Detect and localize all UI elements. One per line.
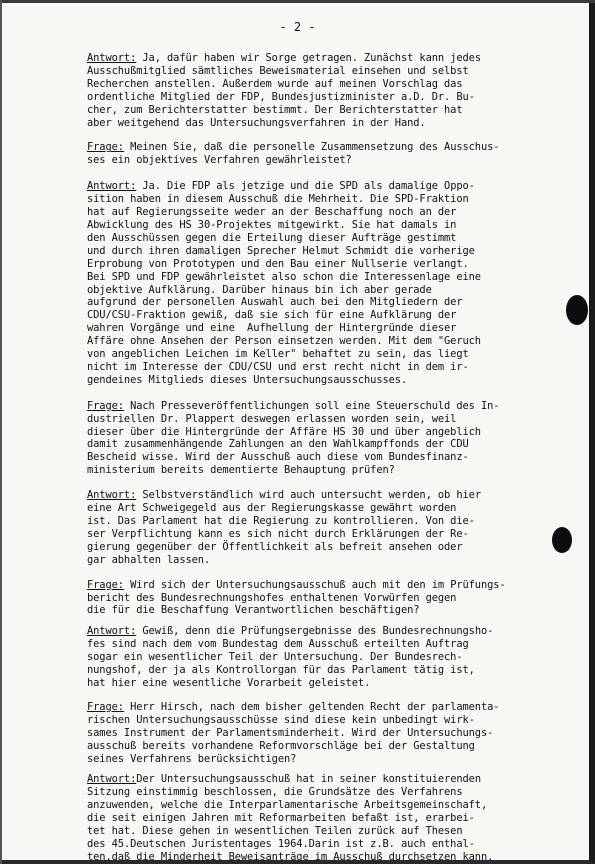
text-line: ten,daß die Minderheit Beweisanträge im Ausschuß durchsetzen kann. [87, 850, 494, 863]
text-line: ser Verpflichtung kann es sich nicht durch Erklärungen der Re- [87, 527, 469, 540]
answer-block [87, 180, 577, 387]
text-line: fes sind nach dem vom Bundestag dem Ausschuß erteilten Auftrag [87, 638, 469, 651]
text-line: Ausschußmitglied sämtliches Beweismaterial einsehen und selbst [87, 64, 469, 77]
text-line: Erprobung von Prototypen und den Bau einer Nullserie verlangt. [87, 257, 469, 270]
text-line: die für die Beschaffung Verantwortlichen beschäftigen? [87, 604, 420, 617]
text-line: ist. Das Parlament hat die Regierung zu kontrollieren. Von die- [87, 515, 475, 527]
text-line: rischen Untersuchungsausschüsse sind diese kein unbedingt wirk- [87, 713, 475, 726]
text-line: Antwort: Gewiß, denn die Prüfungsergebnisse des Bundesrechnungsho- [87, 625, 494, 638]
text-line: sames Instrument der Parlamentsminderheit. Wird der Untersuchungs- [87, 726, 494, 739]
text-line: Antwort: Selbstverständlich wird auch untersucht werden, ob hier [87, 489, 481, 502]
text-line: wahren Vorgänge und eine Aufhellung der Hintergründe dieser [87, 322, 457, 335]
text-line: anzuwenden, welche die Interparlamentarische Arbeitsgemeinschaft, [87, 799, 488, 812]
question-block [87, 701, 577, 766]
text-line: ordentliche Mitglied der FDP, Bundesjustizminister a.D. Dr. Bu- [87, 90, 475, 103]
text-line: nicht im Interesse der CDU/CSU und erst recht nicht in dem ir- [87, 360, 469, 373]
interview-text [87, 52, 577, 864]
text-line: Sitzung einstimmig beschlossen, die Grundsätze des Verfahrens [87, 786, 463, 799]
text-line: sition haben in diesem Ausschuß die Mehrheit. Die SPD-Fraktion [87, 193, 469, 206]
answer-block [87, 489, 577, 566]
text-line: Frage: Meinen Sie, daß die personelle Zusammensetzung des Ausschus- [87, 141, 500, 154]
text-line: gar abhalten lassen. [87, 553, 211, 566]
text-line: hat auf Regierungsseite weder an der Beschaffung noch an der [87, 206, 457, 219]
text-line: des 45.Deutschen Juristentages 1964.Darin ist z.B. auch enthal- [87, 837, 475, 850]
text-line: Frage: Wird sich der Untersuchungsausschuß auch mit den im Prüfungs- [87, 578, 506, 591]
page-number: - 2 - [279, 20, 316, 34]
speaker-label: Frage: [87, 141, 124, 154]
speaker-label: Frage: [87, 578, 124, 591]
text-line: cher, zum Berichterstatter bestimmt. Der Berichterstatter hat [87, 103, 463, 116]
text-line: objektive Aufklärung. Darüber hinaus bin ich aber gerade [87, 283, 432, 296]
text-line: gendeines Mitglieds dieses Untersuchungsausschusses. [87, 373, 408, 386]
text-line: und durch ihren damaligen Sprecher Helmut Schmidt die vorherige [87, 244, 475, 257]
question-block [87, 400, 577, 477]
text-line: ses ein objektives Verfahren gewährleistet? [87, 154, 352, 167]
speaker-label: Antwort: [87, 52, 137, 64]
scan-edge-left [0, 0, 2, 864]
text-line: aber weitgehend das Untersuchungsverfahren in der Hand. [87, 116, 426, 129]
text-line: eine Art Schweigegeld aus der Regierungskasse gewährt worden [87, 502, 457, 515]
text-line: Recherchen anstellen. Außerdem wurde auf meinen Vorschlag das [87, 77, 463, 90]
speaker-label: Antwort: [87, 489, 137, 502]
text-line: bericht des Bundesrechnungshofes enthaltenen Vorwürfen gegen [87, 591, 457, 604]
text-line: seines Verfahrens berücksichtigen? [87, 752, 297, 765]
text-line: dustriellen Dr. Plappert deswegen erlassen worden sein, weil [87, 412, 457, 425]
punch-hole-mark [552, 527, 572, 553]
text-line: ausschuß bereits vorhandene Reformvorschläge bei der Gestaltung [87, 739, 475, 752]
text-line: sogar ein wesentlicher Teil der Untersuchung. Der Bundesrech- [87, 651, 463, 664]
question-block [87, 579, 577, 618]
text-line: Frage: Nach Presseveröffentlichungen soll eine Steuerschuld des In- [87, 399, 500, 412]
text-line: den Ausschüssen gegen die Erteilung dieser Aufträge gestimmt [87, 231, 457, 244]
punch-hole-mark [566, 295, 588, 325]
text-line: die seit einigen Jahren mit Reformarbeiten befaßt ist, erarbei- [87, 812, 475, 825]
text-line: hat hier eine wesentliche Vorarbeit geleistet. [87, 676, 371, 689]
speaker-label: Frage: [87, 399, 124, 412]
text-line: Bescheid wisse. Wird der Ausschuß auch diese vom Bundesfinanz- [87, 451, 469, 464]
text-line: aufgrund der personellen Auswahl auch bei den Mitgliedern der [87, 296, 463, 309]
text-line: damit zusammenhängende Zahlungen an den Wahlkampffonds der CDU [87, 438, 469, 451]
speaker-label: Antwort: [87, 625, 137, 638]
text-line: Bei SPD und FDP gewährleistet also schon die Interessenlage eine [87, 270, 481, 283]
text-line: Antwort:Der Untersuchungsausschuß hat in seiner konstituierenden [87, 773, 481, 786]
text-line: Frage: Herr Hirsch, nach dem bisher geltenden Recht der parlamenta- [87, 700, 500, 713]
speaker-label: Antwort: [87, 180, 137, 193]
text-line: tet hat. Diese gehen in wesentlichen Teilen zurück auf Thesen [87, 825, 463, 838]
text-line: Antwort: Ja. Die FDP als jetzige und die SPD als damalige Oppo- [87, 180, 475, 193]
text-line: nungshof, der ja als Kontrollorgan für das Parlament tätig ist, [87, 664, 475, 677]
text-line: von angeblichen Leichen im Keller" behaftet zu sein, das liegt [87, 348, 469, 361]
text-line: Affäre ohne Ansehen der Person einsetzen werden. Mit dem "Geruch [87, 335, 481, 348]
text-line: dieser über die Hintergründe der Affäre HS 30 und über angeblich [87, 425, 481, 438]
answer-block [87, 773, 577, 863]
speaker-label: Frage: [87, 700, 124, 713]
scan-edge-top [0, 0, 595, 3]
text-line: Antwort: Ja, dafür haben wir Sorge getragen. Zunächst kann jedes [87, 52, 481, 64]
text-line: gierung gegenüber der Öffentlichkeit als befreit ansehen oder [87, 540, 463, 553]
text-line: CDU/CSU-Fraktion gewiß, daß sie sich für eine Aufklärung der [87, 309, 457, 322]
answer-block [87, 52, 577, 129]
answer-block [87, 625, 577, 690]
speaker-label: Antwort: [87, 773, 137, 786]
question-block [87, 141, 577, 167]
text-line: ministerium bereits dementierte Behauptung prüfen? [87, 464, 395, 477]
text-line: Abwicklung des HS 30-Projektes mitgewirkt. Sie hat damals in [87, 218, 457, 231]
